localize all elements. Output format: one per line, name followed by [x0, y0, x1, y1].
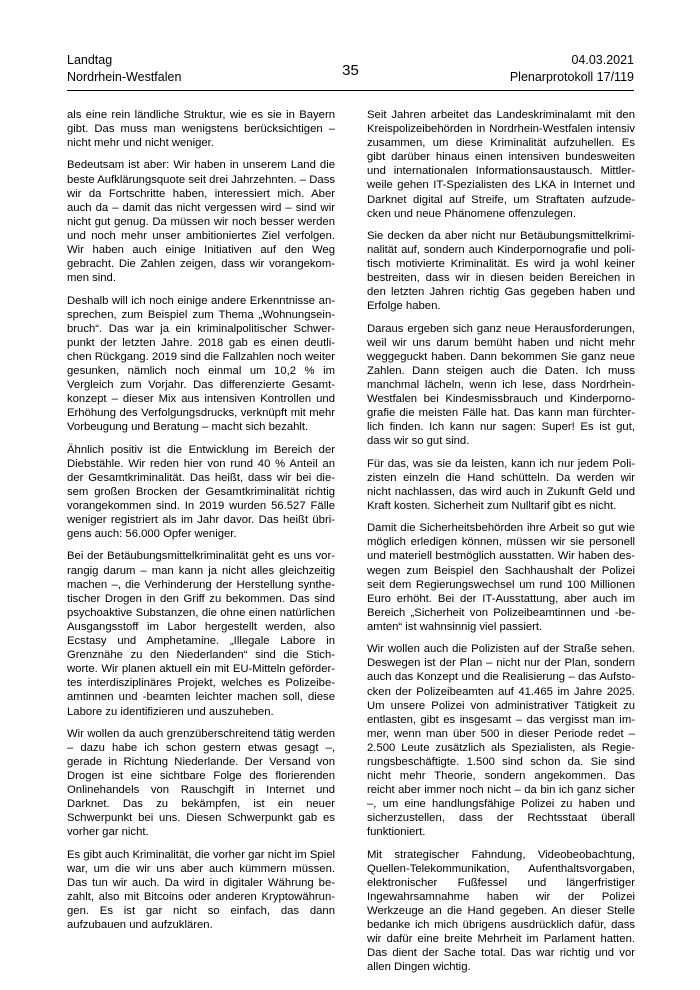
- header-divider: [67, 90, 634, 91]
- state-name: Nordrhein-Westfalen: [67, 70, 182, 84]
- paragraph: Sie decken da aber nicht nur Betäubungsmittelkriminalität auf, sondern auch Kinderpornografie und politisch motivierte Kriminalität. Es wird ja wohl keiner bestreiten, dass wir in diesen beiden Bereichen in den letzten Jahren richtig Gas gegeben haben und Erfolge haben.: [367, 229, 635, 313]
- paragraph: Bei der Betäubungsmittelkriminalität geht es uns vorrangig darum – man kann ja nicht alles gleichzeitig machen –, die Verhinderung der Herstellung synthetischer Drogen in den Griff zu bekommen. Das sind psychoaktive Substanzen, die ohne einen natürlichen Ausgangsstoff im Labor hergestellt werden, also Ecstasy und Amphetamine. „Illegale Labore in Grenznähe zu den Niederlanden“ sind die Stichworte. Wir planen aktuell ein mit EU-Mitteln gefördertes interdisziplinäres Projekt, welches es Polizeibeamtinnen und -beamten leichter machen soll, diese Labore zu identifizieren und auszuheben.: [67, 550, 335, 718]
- protocol-number: Plenarprotokoll 17/119: [509, 70, 634, 84]
- paragraph: Daraus ergeben sich ganz neue Herausforderungen, weil wir uns darum bemüht haben und nicht mehr weggeguckt haben. Dann bekommen Sie ganz neue Zahlen. Dann steigen auch die Daten. Ich muss manchmal lächeln, wenn ich lese, dass Nordrhein-Westfalen bei Kindesmissbrauch und Kinderpornografie die meisten Fälle hat. Das kann man fürchterlich finden. Ich kann nur sagen: Super! Es ist gut, dass wir so gut sind.: [367, 322, 635, 448]
- paragraph: Für das, was sie da leisten, kann ich nur jedem Polizisten einzeln die Hand schütteln. Da werden wir nicht nachlassen, das wird auch in Zukunft Geld und Kraft kosten. Sicherheit zum Nulltarif gibt es nicht.: [367, 457, 635, 512]
- paragraph: Deshalb will ich noch einige andere Erkenntnisse ansprechen, zum Beispiel zum Thema „Wohnungseinbruch“. Das war ja ein kriminalpolitischer Schwerpunkt der letzten Jahre. 2018 gab es einen deutlichen Rückgang. 2019 sind die Fallzahlen noch weiter gesunken, nämlich noch einmal um 10,2 % im Vergleich zum Vorjahr. Das differenzierte Gesamtkonzept – dieser Mix aus intensiven Kontrollen und Erhöhung des Verfolgungsdrucks, verknüpft mit mehr Vorbeugung und Beratung – macht sich bezahlt.: [67, 294, 335, 434]
- paragraph: als eine rein ländliche Struktur, wie es sie in Bayern gibt. Das muss man wenigstens berücksichtigen – nicht mehr und nicht weniger.: [67, 109, 335, 150]
- page-header: [67, 52, 634, 92]
- parliament-name: Landtag: [67, 53, 113, 67]
- left-text-column: [67, 108, 335, 940]
- paragraph: Wir wollen da auch grenzüberschreitend tätig werden – dazu habe ich schon gestern etwas gesagt –, gerade in Richtung Niederlande. Der Versand von Drogen ist eine sichtbare Folge des florierenden Onlinehandels von Rauschgift in Internet und Darknet. Das zu bekämpfen, ist ein neuer Schwerpunkt bei uns. Diesen Schwerpunkt gab es vorher gar nicht.: [67, 727, 335, 839]
- paragraph: Seit Jahren arbeitet das Landeskriminalamt mit den Kreispolizeibehörden in Nordrhein-Westfalen intensiv zusammen, um diese Kriminalität aufzuhellen. Es gibt darüber hinaus einen intensiven bundesweiten und internationalen Informationsaustausch. Mittlerweile gehen IT-Spezialisten des LKA in Internet und Darknet digital auf Streife, um Straftaten aufzudecken und neue Phänomene offenzulegen.: [367, 109, 635, 220]
- paragraph: Es gibt auch Kriminalität, die vorher gar nicht im Spiel war, um die wir uns aber auch kümmern müssen. Das tun wir auch. Da wird in digitaler Währung bezahlt, also mit Bitcoins oder anderen Kryptowährungen. Es ist gar nicht so einfach, das dann aufzubauen und aufzuklären.: [67, 848, 335, 932]
- paragraph: Wir wollen auch die Polizisten auf der Straße sehen. Deswegen ist der Plan – nicht nur der Plan, sondern auch das Konzept und die Realisierung – das Aufstocken der Polizeibeamten auf 41.465 im Jahre 2025. Um unsere Polizei von administrativer Tätigkeit zu entlasten, gibt es insgesamt – das vergisst man immer, wenn man über 500 in dieser Periode redet – 2.500 Leute zusätzlich als Spezialisten, als Regierungsbeschäftigte. 1.500 sind schon da. Sie sind nicht mehr Theorie, sondern angekommen. Das reicht aber immer noch nicht – da bin ich ganz sicher –, um eine handlungsfähige Polizei zu haben und sicherzustellen, dass der Rechtsstaat überall funktioniert.: [367, 643, 635, 839]
- session-date: 04.03.2021: [571, 53, 634, 67]
- right-text-column: [367, 108, 635, 983]
- paragraph: Mit strategischer Fahndung, Videobeobachtung, Quellen-Telekommunikation, Aufenthaltsvorgaben, elektronischer Fußfessel und längerfristiger Ingewahrsamnahme haben wir der Polizei Werkzeuge an die Hand gegeben. An dieser Stelle bedanke ich mich übrigens ausdrücklich dafür, dass wir dafür eine breite Mehrheit im Parlament hatten. Das dient der Sache total. Das war richtig und vor allen Dingen wichtig.: [367, 848, 635, 974]
- header-right: [510, 52, 634, 86]
- paragraph: Ähnlich positiv ist die Entwicklung im Bereich der Diebstähle. Wir reden hier von rund 40 % Anteil an der Gesamtkriminalität. Das heißt, dass wir bei diesem großen Brocken der Gesamtkriminalität richtig vorangekommen sind. In 2019 wurden 56.527 Fälle weniger registriert als im Jahr davor. Das heißt übrigens auch: 56.000 Opfer weniger.: [67, 443, 335, 541]
- page-number: 35: [342, 62, 359, 79]
- paragraph: Damit die Sicherheitsbehörden ihre Arbeit so gut wie möglich erledigen können, müssen wir sie personell und materiell bestmöglich ausstatten. Wir haben deswegen zum Beispiel den Sachhaushalt der Polizei seit dem Regierungswechsel um rund 100 Millionen Euro erhöht. Bei der IT-Ausstattung, aber auch im Bereich „Sicherheit von Polizeibeamtinnen und -beamten“ ist wahnsinnig viel passiert.: [367, 522, 635, 633]
- paragraph: Bedeutsam ist aber: Wir haben in unserem Land die beste Aufklärungsquote seit drei Jahrzehnten. – Dass wir da Fortschritte haben, interessiert mich. Aber auch da – damit das nicht vergessen wird – sind wir nicht gut genug. Da müssen wir noch besser werden und noch mehr unser ambitioniertes Ziel verfolgen. Wir haben auch einige Initiativen auf den Weg gebracht. Die Zahlen zeigen, dass wir vorangekommen sind.: [67, 159, 335, 285]
